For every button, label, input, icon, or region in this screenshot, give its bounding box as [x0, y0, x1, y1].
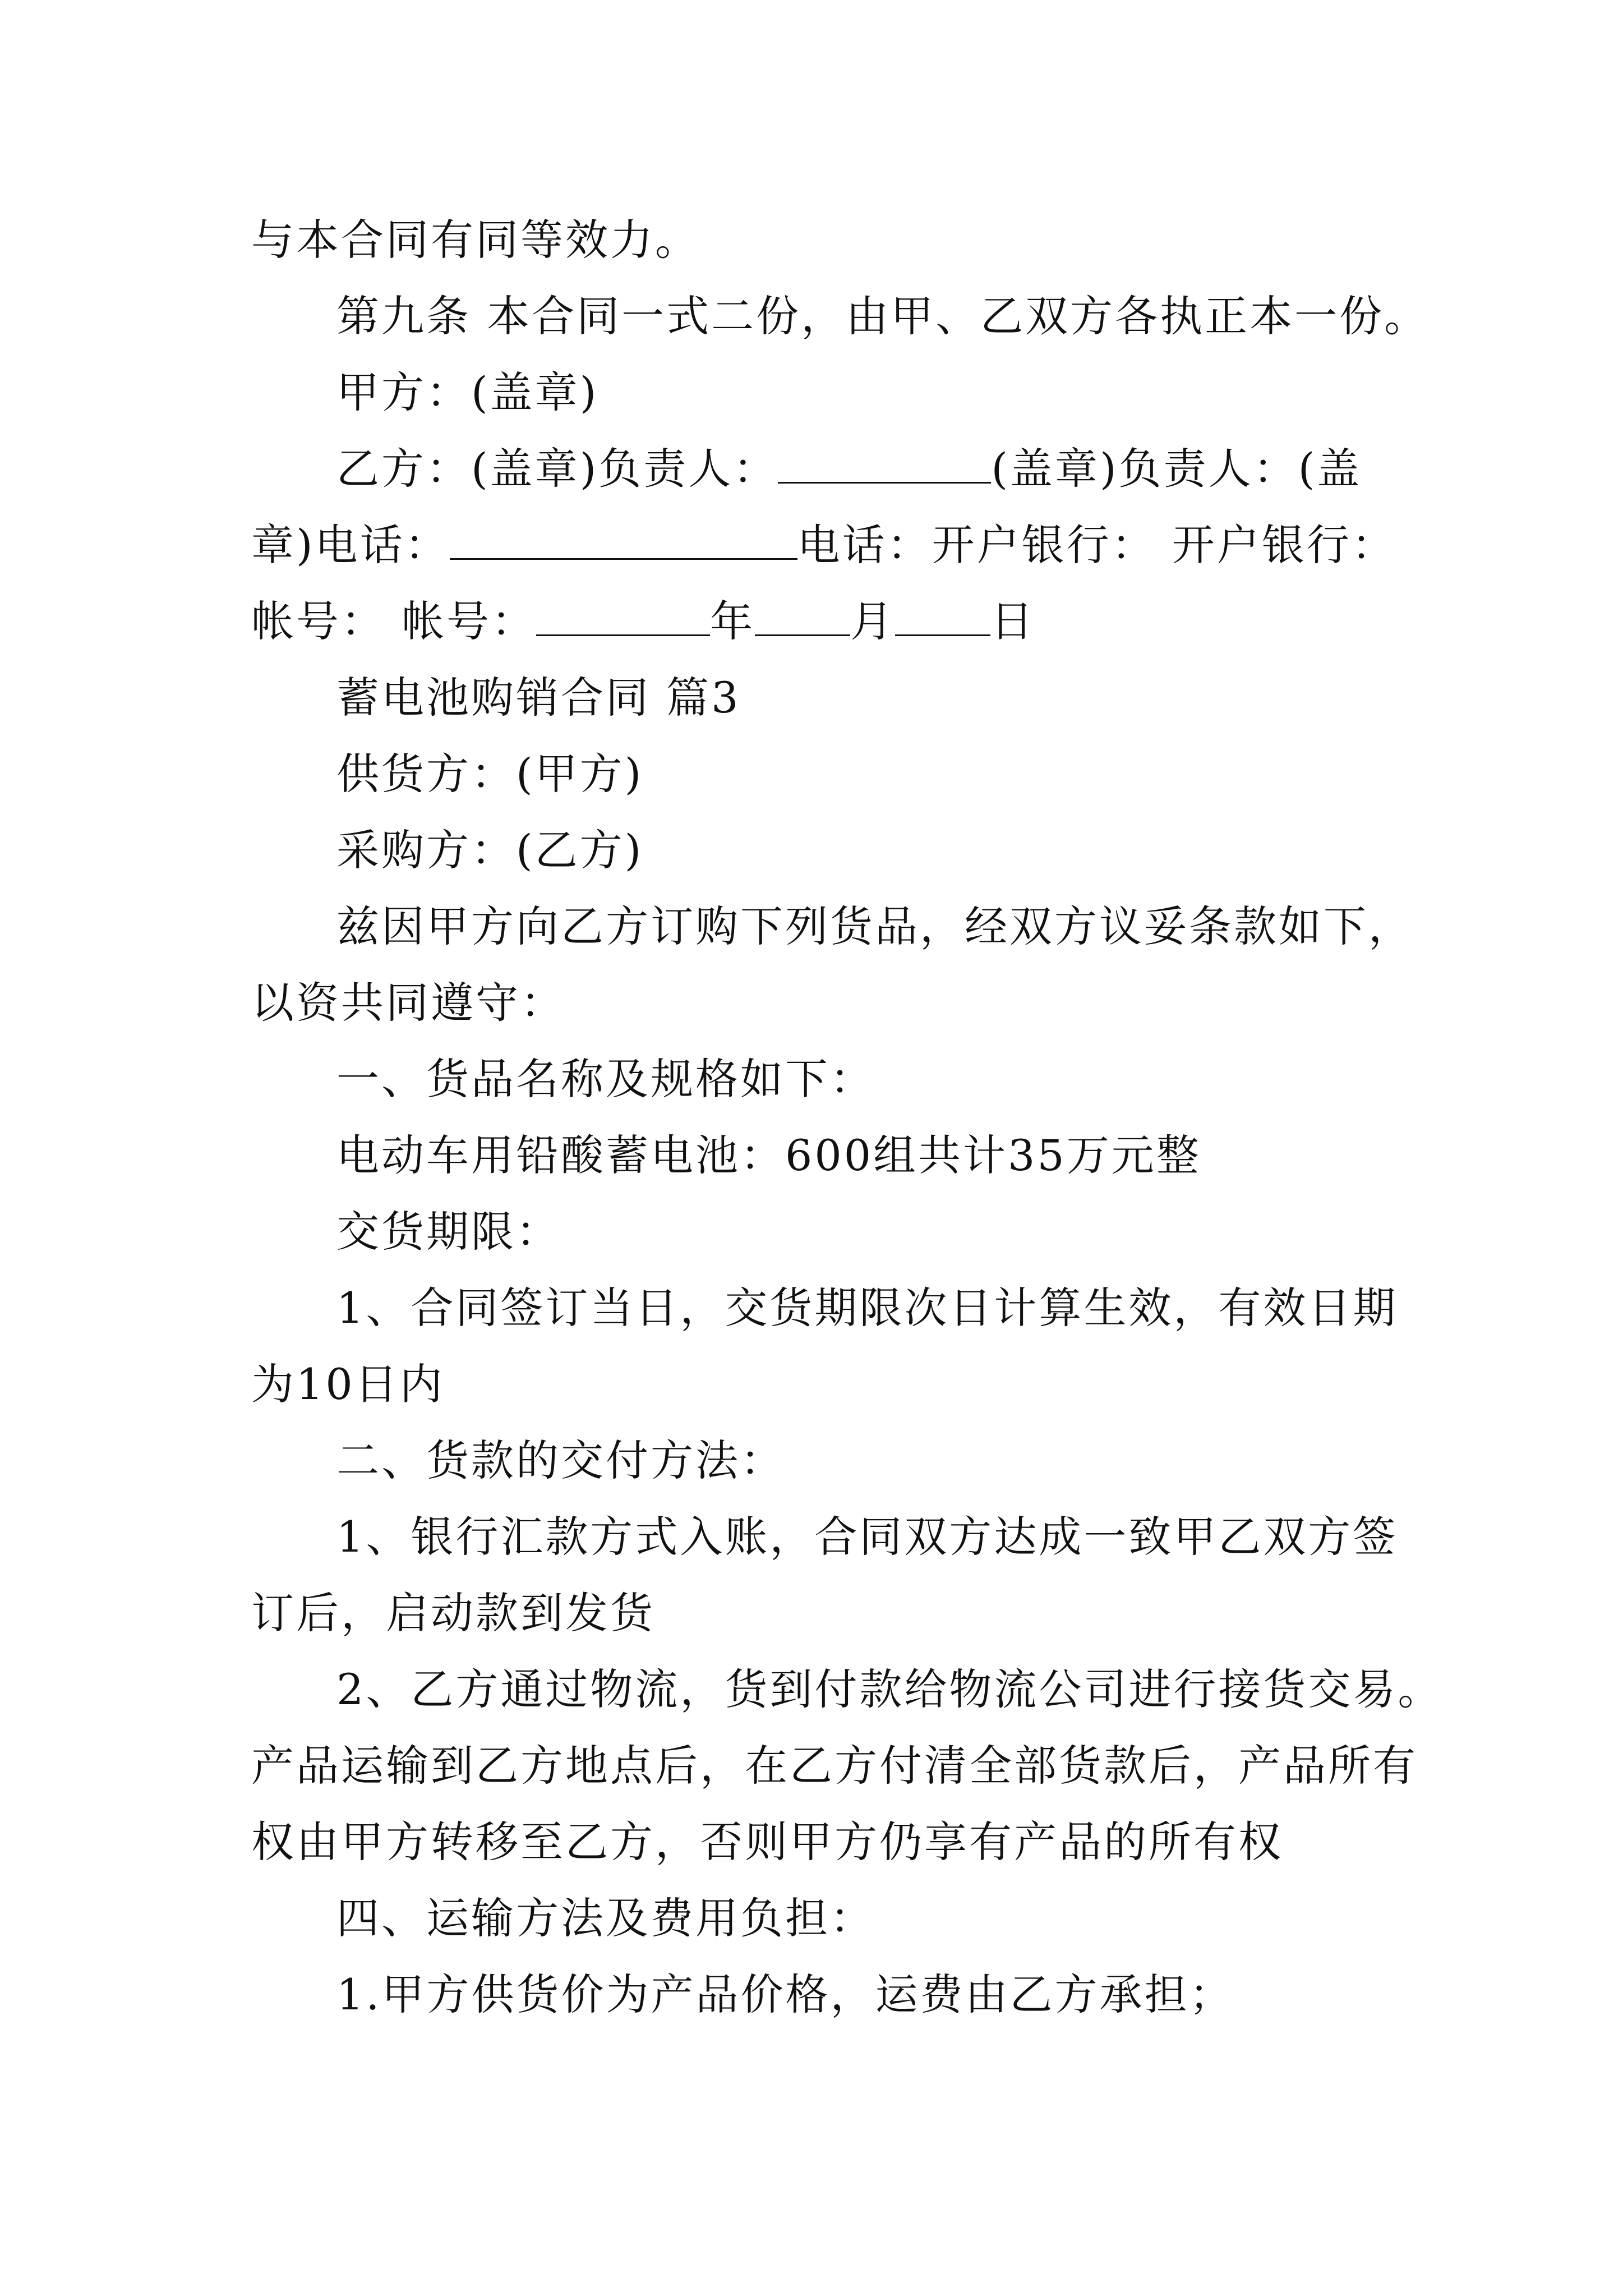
phone-bank-label: 电话：开户银行： 开户银行： [797, 520, 1396, 570]
month-blank [755, 597, 850, 636]
text-line-24: 订后，启动款到发货 [251, 1588, 655, 1638]
day-blank [895, 597, 990, 636]
section-title: 蓄电池购销合同 篇3 [336, 673, 741, 723]
purchaser-line: 采购方：(乙方) [336, 825, 644, 875]
clause-heading-2: 二、货款的交付方法： [336, 1435, 785, 1485]
text-line-27: 权由甲方转移至乙方，否则甲方仍享有产品的所有权 [251, 1817, 1283, 1867]
document-page [251, 202, 1443, 2033]
signature-line-3 [251, 583, 1401, 660]
text-line-21: 为10日内 [251, 1359, 445, 1409]
account-blank [536, 597, 710, 636]
account-label: 帐号： 帐号： [251, 596, 537, 646]
product-line: 电动车用铅酸蓄电池：600组共计35万元整 [336, 1130, 1201, 1180]
signature-line-1 [251, 431, 1401, 507]
text-line-20: 1、合同签订当日，交货期限次日计算生效，有效日期 [336, 1283, 1398, 1333]
text-line-26: 产品运输到乙方地点后，在乙方付清全部货款后，产品所有 [251, 1741, 1418, 1791]
seal-responsible-label: (盖章)负责人：(盖 [991, 444, 1362, 494]
signature-line-2 [251, 507, 1401, 583]
delivery-heading: 交货期限： [336, 1207, 561, 1257]
party-b-seal-label: 乙方：(盖章)负责人： [336, 444, 778, 494]
phone-blank [450, 521, 797, 560]
clause-heading-4: 四、运输方法及费用负担： [336, 1893, 875, 1943]
responsible-person-blank [778, 445, 991, 484]
text-line-25: 2、乙方通过物流，货到付款给物流公司进行接货交易。 [336, 1664, 1443, 1714]
text-line-2: 第九条 本合同一式二份，由甲、乙双方各执正本一份。 [336, 291, 1430, 341]
day-label: 日 [990, 596, 1036, 646]
supplier-line: 供货方：(甲方) [336, 749, 644, 799]
phone-label: 章)电话： [251, 520, 450, 570]
text-line-3: 甲方：(盖章) [336, 367, 599, 417]
text-line-29: 1.甲方供货价为产品价格，运费由乙方承担； [336, 1970, 1234, 2019]
year-label: 年 [710, 596, 755, 646]
text-line-16: 以资共同遵守： [251, 978, 565, 1028]
text-line-23: 1、银行汇款方式入账，合同双方达成一致甲乙双方签 [336, 1512, 1398, 1562]
text-line-1: 与本合同有同等效力。 [251, 215, 700, 265]
clause-heading-1: 一、货品名称及规格如下： [336, 1054, 875, 1104]
month-label: 月 [850, 596, 896, 646]
text-line-15: 兹因甲方向乙方订购下列货品，经双方议妥条款如下， [336, 901, 1413, 951]
